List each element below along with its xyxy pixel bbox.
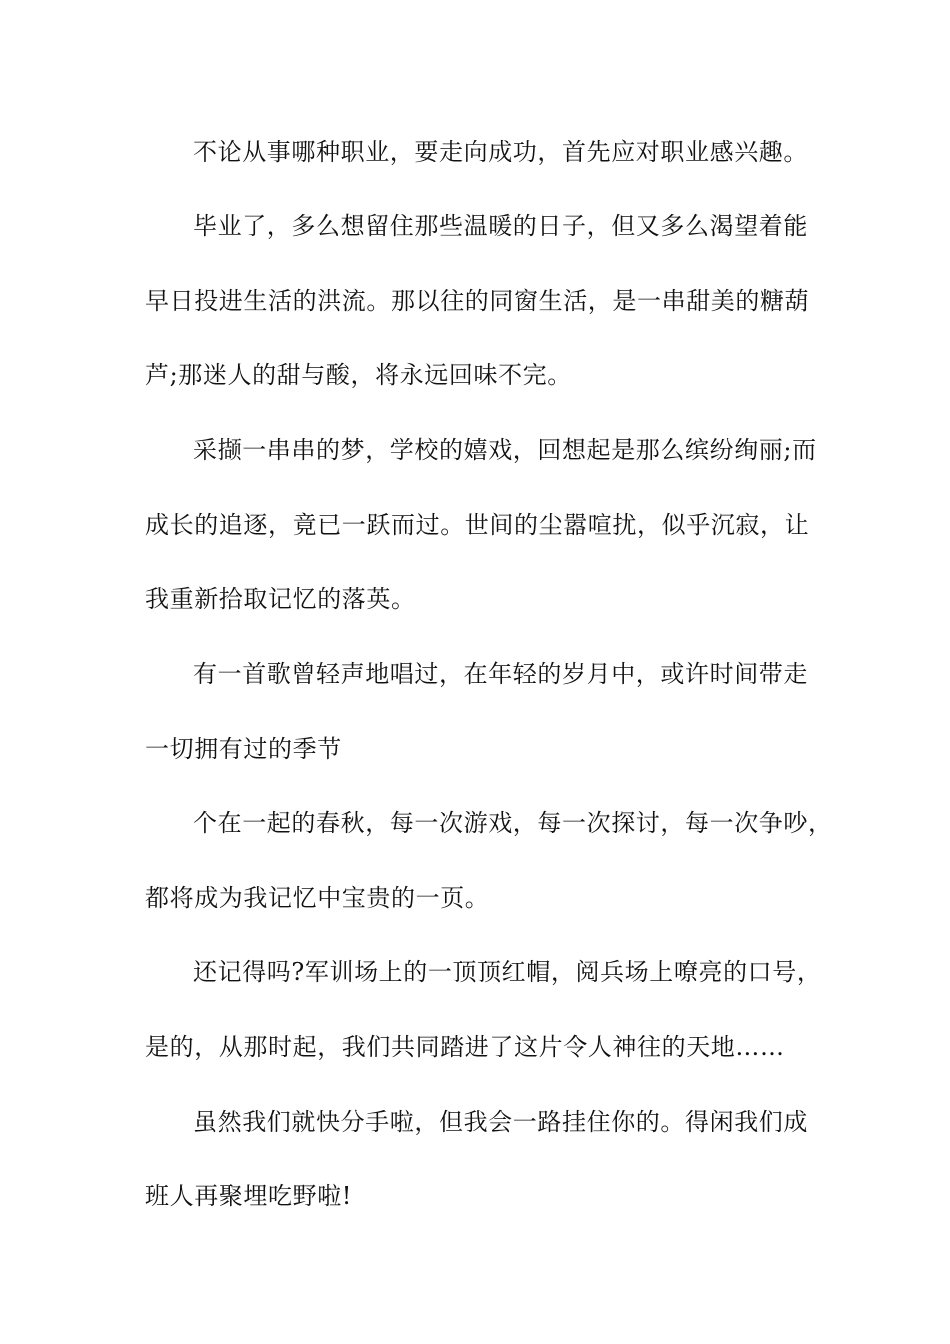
paragraph-3-line-1: 采撷一串串的梦，学校的嬉戏，回想起是那么缤纷绚丽;而 [193, 436, 817, 464]
paragraph-2-line-3: 芦;那迷人的甜与酸，将永远回味不完。 [145, 361, 572, 389]
paragraph-7-line-1: 虽然我们就快分手啦，但我会一路挂住你的。得闲我们成 [193, 1108, 808, 1136]
paragraph-4-line-2: 一切拥有过的季节 [145, 735, 342, 763]
paragraph-6-line-1: 还记得吗?军训场上的一顶顶红帽，阅兵场上嘹亮的口号， [193, 958, 822, 986]
paragraph-5-line-1: 个在一起的春秋，每一次游戏，每一次探讨，每一次争吵， [193, 809, 833, 837]
paragraph-2-line-2: 早日投进生活的洪流。那以往的同窗生活，是一串甜美的糖葫 [145, 287, 810, 315]
paragraph-1-line-1: 不论从事哪种职业，要走向成功，首先应对职业感兴趣。 [193, 138, 808, 166]
paragraph-7-line-2: 班人再聚埋吃野啦! [145, 1182, 353, 1210]
paragraph-3-line-2: 成长的追逐，竟已一跃而过。世间的尘嚣喧扰，似乎沉寂，让 [145, 511, 810, 539]
paragraph-5-line-2: 都将成为我记忆中宝贵的一页。 [145, 884, 490, 912]
paragraph-4-line-1: 有一首歌曾轻声地唱过，在年轻的岁月中，或许时间带走 [193, 660, 808, 688]
paragraph-2-line-1: 毕业了，多么想留住那些温暖的日子，但又多么渴望着能 [193, 212, 808, 240]
paragraph-6-line-2: 是的，从那时起，我们共同踏进了这片令人神往的天地…… [145, 1033, 785, 1061]
paragraph-3-line-3: 我重新拾取记忆的落英。 [145, 585, 416, 613]
